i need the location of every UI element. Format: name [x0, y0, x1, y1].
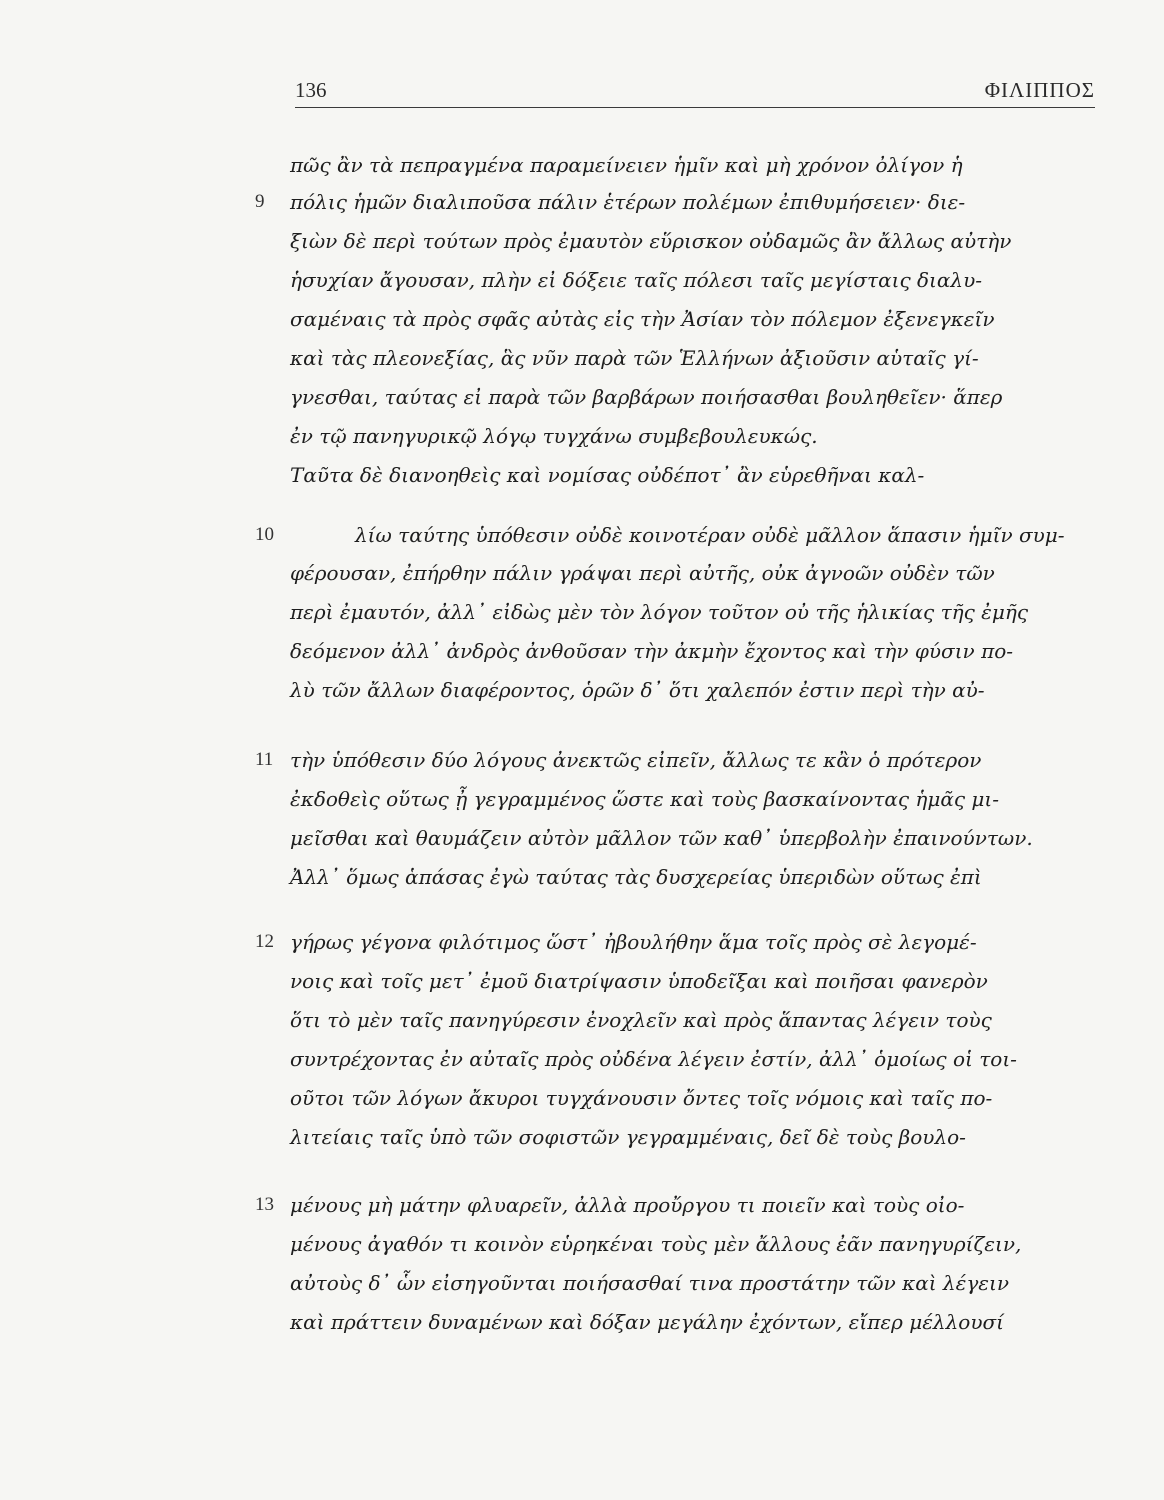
text-line: νοις καὶ τοῖς μετ᾽ ἐμοῦ διατρίψασιν ὑποδεῖξαι καὶ ποιῆσαι φανερὸν [290, 969, 988, 993]
text-line: καὶ πράττειν δυναμένων καὶ δόξαν μεγάλην ἐχόντων, εἴπερ μέλλουσί [290, 1310, 1004, 1334]
text-line: μένους μὴ μάτην φλυαρεῖν, ἀλλὰ προὔργου τι ποιεῖν καὶ τοὺς οἰο- [290, 1193, 965, 1217]
text-line: γήρως γέγονα φιλότιμος ὥστ᾽ ἠβουλήθην ἅμα τοῖς πρὸς σὲ λεγομέ- [290, 930, 977, 954]
text-line: λιτείαις ταῖς ὑπὸ τῶν σοφιστῶν γεγραμμέναις, δεῖ δὲ τοὺς βουλο- [290, 1125, 966, 1149]
text-line: μένους ἀγαθόν τι κοινὸν εὑρηκέναι τοὺς μὲν ἄλλους ἐᾶν πανηγυρίζειν, [290, 1232, 1022, 1256]
text-line: δεόμενον ἀλλ᾽ ἀνδρὸς ἀνθοῦσαν τὴν ἀκμὴν ἔχοντος καὶ τὴν φύσιν πο- [290, 639, 1014, 663]
text-line: σαμέναις τὰ πρὸς σφᾶς αὐτὰς εἰς τὴν Ἀσίαν τὸν πόλεμον ἐξενεγκεῖν [290, 307, 995, 331]
text-line: πῶς ἂν τὰ πεπραγμένα παραμείνειεν ἡμῖν καὶ μὴ χρόνον ὀλίγον ἡ [290, 153, 963, 177]
text-line: μεῖσθαι καὶ θαυμάζειν αὐτὸν μᾶλλον τῶν καθ᾽ ὑπερβολὴν ἐπαινούντων. [290, 826, 1033, 850]
section-number: 13 [255, 1194, 274, 1215]
text-line: συντρέχοντας ἐν αὐταῖς πρὸς οὐδένα λέγειν ἐστίν, ἀλλ᾽ ὁμοίως οἱ τοι- [290, 1047, 1017, 1071]
text-line: τὴν ὑπόθεσιν δύο λόγους ἀνεκτῶς εἰπεῖν, ἄλλως τε κἂν ὁ πρότερον [290, 748, 982, 772]
section-number: 9 [255, 191, 265, 212]
text-line: ὅτι τὸ μὲν ταῖς πανηγύρεσιν ἐνοχλεῖν καὶ πρὸς ἅπαντας λέγειν τοὺς [290, 1008, 992, 1032]
text-line: οῦτοι τῶν λόγων ἄκυροι τυγχάνουσιν ὄντες τοῖς νόμοις καὶ ταῖς πο- [290, 1086, 993, 1110]
text-line: ἐν τῷ πανηγυρικῷ λόγῳ τυγχάνω συμβεβουλευκώς. [290, 424, 818, 448]
page-number: 136 [295, 78, 327, 102]
text-line: ἐκδοθεὶς οὕτως ᾖ γεγραμμένος ὥστε καὶ τοὺς βασκαίνοντας ἡμᾶς μι- [290, 787, 1000, 811]
section-number: 10 [255, 524, 274, 545]
text-line: ἡσυχίαν ἄγουσαν, πλὴν εἰ δόξειε ταῖς πόλεσι ταῖς μεγίσταις διαλυ- [290, 268, 982, 292]
text-line: περὶ ἐμαυτόν, ἀλλ᾽ εἰδὼς μὲν τὸν λόγον τοῦτον οὐ τῆς ἡλικίας τῆς ἐμῆς [290, 600, 1029, 624]
running-title: ΦΙΛΙΠΠΟΣ [984, 78, 1095, 102]
text-line: ξιὼν δὲ περὶ τούτων πρὸς ἐμαυτὸν εὕρισκον οὐδαμῶς ἂν ἄλλως αὐτὴν [290, 229, 1012, 253]
section-number: 11 [255, 749, 274, 770]
text-line: φέρουσαν, ἐπήρθην πάλιν γράψαι περὶ αὐτῆς, οὐκ ἀγνοῶν οὐδὲν τῶν [290, 561, 995, 585]
text-line: λίω ταύτης ὑπόθεσιν οὐδὲ κοινοτέραν οὐδὲ μᾶλλον ἅπασιν ἡμῖν συμ- [355, 523, 1065, 547]
section-number: 12 [255, 931, 274, 952]
text-line: πόλις ἡμῶν διαλιποῦσα πάλιν ἑτέρων πολέμων ἐπιθυμήσειεν· διε- [290, 190, 966, 214]
text-line: αὐτοὺς δ᾽ ὧν εἰσηγοῦνται ποιήσασθαί τινα προστάτην τῶν καὶ λέγειν [290, 1271, 1010, 1295]
text-line: Ταῦτα δὲ διανοηθεὶς καὶ νομίσας οὐδέποτ᾽ ἂν εὑρεθῆναι καλ- [290, 463, 925, 487]
text-line: λὺ τῶν ἄλλων διαφέροντος, ὁρῶν δ᾽ ὅτι χαλεπόν ἐστιν περὶ τὴν αὐ- [290, 678, 985, 702]
text-line [290, 1341, 1096, 1381]
text-line: καὶ τὰς πλεονεξίας, ἃς νῦν παρὰ τῶν Ἑλλήνων ἀξιοῦσιν αὑταῖς γί- [290, 346, 979, 370]
text-line: Ἀλλ᾽ ὅμως ἁπάσας ἐγὼ ταύτας τὰς δυσχερείας ὑπεριδὼν οὕτως ἐπὶ [290, 865, 982, 889]
text-line: γνεσθαι, ταύτας εἰ παρὰ τῶν βαρβάρων ποιήσασθαι βουληθεῖεν· ἅπερ [290, 385, 1003, 409]
